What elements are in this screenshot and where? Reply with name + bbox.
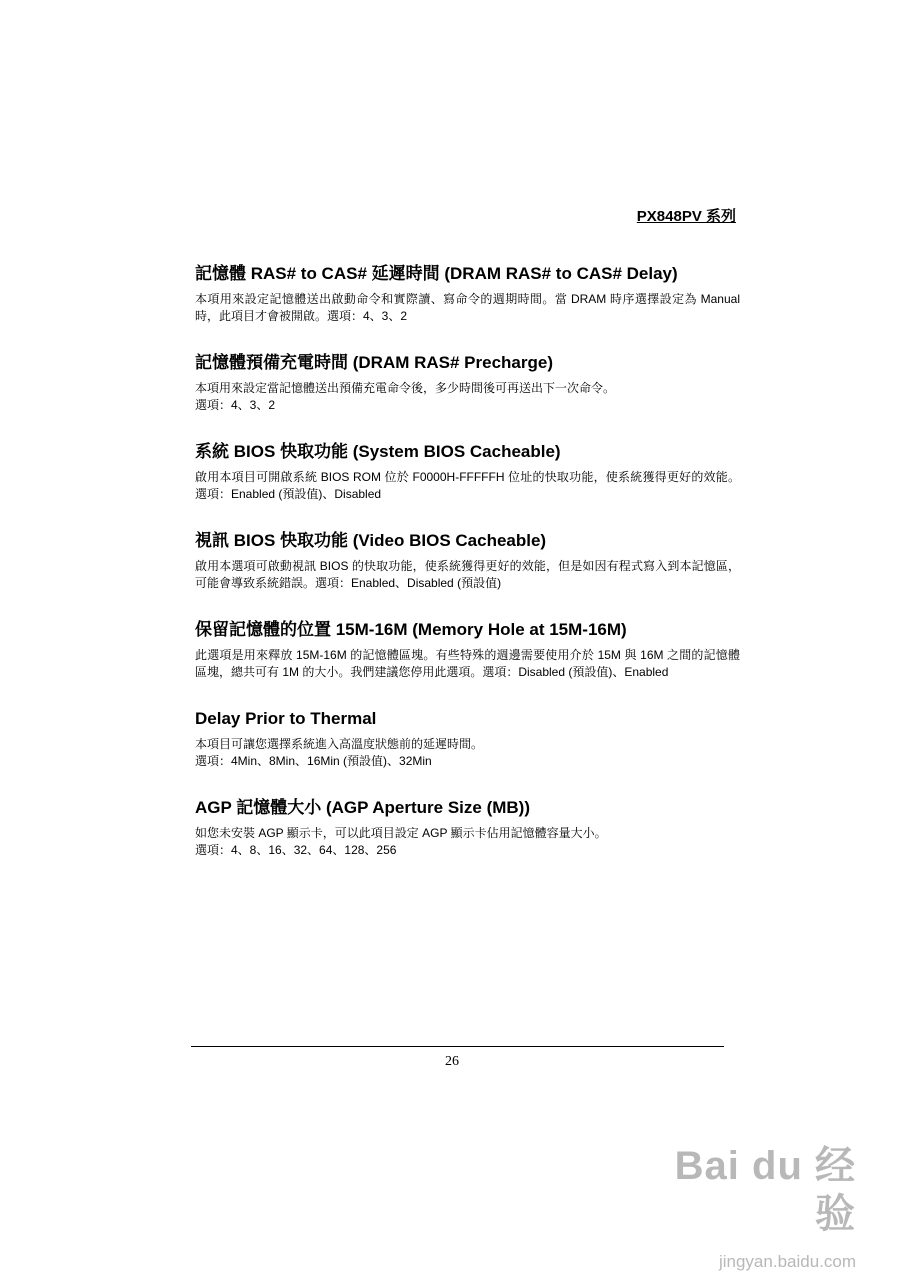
section-text: 啟用本項目可開啟系統 BIOS ROM 位於 F0000H-FFFFFH 位址的快取功能，使系統獲得更好的效能。選項：Enabled (預設值)、Disabled bbox=[195, 470, 740, 501]
section-text: 本項目可讓您選擇系統進入高溫度狀態前的延遲時間。 bbox=[195, 737, 484, 751]
section-agp-aperture-size bbox=[195, 796, 740, 859]
section-title: AGP 記憶體大小 (AGP Aperture Size (MB)) bbox=[195, 798, 530, 817]
section-text: 本項用來設定當記憶體送出預備充電命令後，多少時間後可再送出下一次命令。 bbox=[195, 381, 616, 395]
section-text: 本項用來設定記憶體送出啟動命令和實際讀、寫命令的週期時間。當 DRAM 時序選擇設定為 Manual 時，此項目才會被開啟。選項：4、3、2 bbox=[195, 292, 740, 323]
section-text: 如您未安裝 AGP 顯示卡，可以此項目設定 AGP 顯示卡佔用記憶體容量大小。 bbox=[195, 826, 607, 840]
section-text: 此選項是用來釋放 15M-16M 的記憶體區塊。有些特殊的週邊需要使用介於 15M 與 16M 之間的記憶體區塊，總共可有 1M 的大小。我們建議您停用此選項。選項：Disabled (預設值)、Enabled bbox=[195, 648, 740, 679]
section-options: 選項：4Min、8Min、16Min (預設值)、32Min bbox=[195, 754, 432, 768]
section-ras-precharge bbox=[195, 351, 740, 414]
section-ras-to-cas-delay bbox=[195, 262, 740, 325]
running-header: PX848PV 系列 bbox=[636, 208, 736, 225]
section-title: 保留記憶體的位置 15M-16M (Memory Hole at 15M-16M) bbox=[195, 620, 627, 639]
section-text: 啟用本選項可啟動視訊 BIOS 的快取功能，使系統獲得更好的效能，但是如因有程式寫入到本記憶區，可能會導致系統錯誤。選項：Enabled、Disabled (預設值) bbox=[195, 559, 740, 590]
section-title: Delay Prior to Thermal bbox=[195, 709, 377, 728]
section-memory-hole bbox=[195, 618, 740, 681]
section-title: 記憶體 RAS# to CAS# 延遲時間 (DRAM RAS# to CAS# Delay) bbox=[195, 264, 678, 283]
watermark-url: jingyan.baidu.com bbox=[718, 1252, 856, 1271]
section-title: 系統 BIOS 快取功能 (System BIOS Cacheable) bbox=[195, 442, 561, 461]
section-title: 記憶體預備充電時間 (DRAM RAS# Precharge) bbox=[195, 353, 553, 372]
section-video-bios-cacheable bbox=[195, 529, 740, 592]
document-body bbox=[195, 262, 740, 885]
watermark-logo: Bai du 经验 bbox=[674, 1144, 856, 1236]
section-options: 選項：4、8、16、32、64、128、256 bbox=[195, 843, 397, 857]
section-title: 視訊 BIOS 快取功能 (Video BIOS Cacheable) bbox=[195, 531, 547, 550]
section-options: 選項：4、3、2 bbox=[195, 398, 276, 412]
baidu-jingyan-watermark bbox=[641, 1142, 856, 1271]
section-system-bios-cacheable bbox=[195, 440, 740, 503]
section-delay-prior-to-thermal bbox=[195, 707, 740, 770]
footer-rule bbox=[191, 1046, 724, 1047]
page-number: 26 bbox=[445, 1054, 459, 1069]
